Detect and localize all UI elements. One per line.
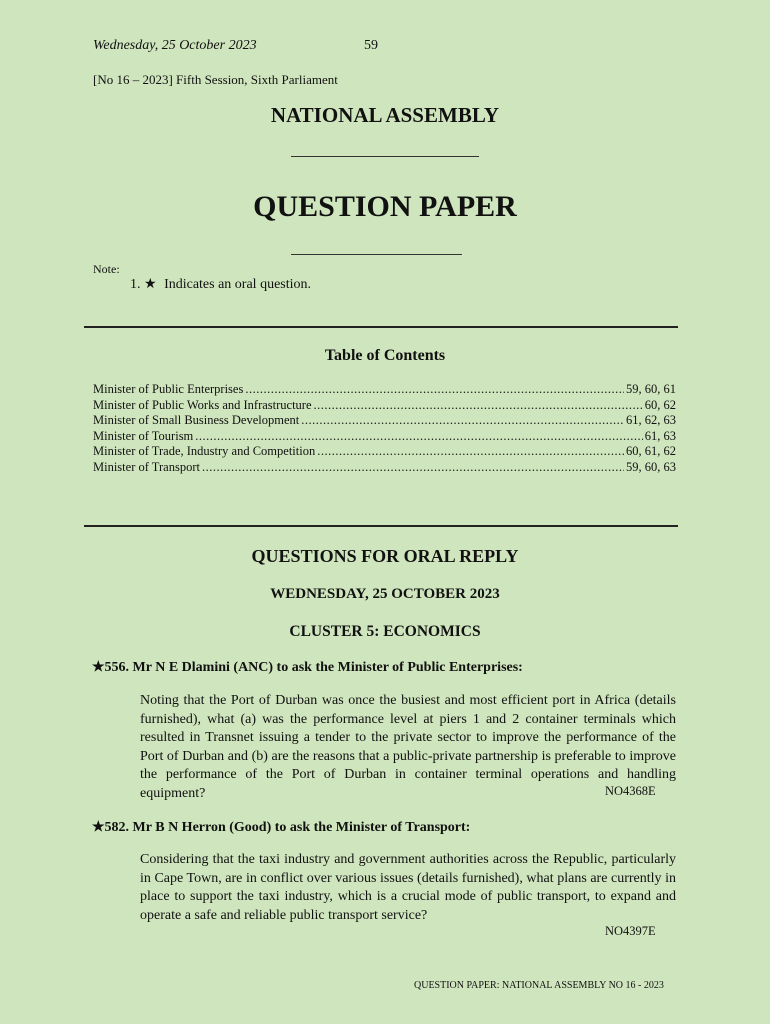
question-heading: ★556. Mr N E Dlamini (ANC) to ask the Minister of Public Enterprises: <box>92 660 523 675</box>
page-footer: QUESTION PAPER: NATIONAL ASSEMBLY NO 16 - 2023 <box>414 980 664 991</box>
toc-title: Table of Contents <box>324 347 446 364</box>
title-divider-lower <box>291 254 462 255</box>
toc-entry-name: Minister of Small Business Development <box>93 413 300 427</box>
note-label: Note: <box>93 262 120 276</box>
section-date: WEDNESDAY, 25 OCTOBER 2023 <box>270 586 500 602</box>
toc-entry-pages: 61, 63 <box>644 428 676 443</box>
toc-entry-name: Minister of Public Enterprises <box>93 382 244 396</box>
toc-leader <box>245 382 624 398</box>
section-divider <box>84 326 678 328</box>
question-body: Noting that the Port of Durban was once the busiest and most efficient port in Africa (details furnished), what (a) was the performance level at piers 1 and 2 container terminals which resulted in Transnet issuing a tender to the private sector to improve the performance of the Port of Durban and (b) are the reasons that a public-private partnership is preferable to improve the performance of the Port of Durban in container terminal operations and handling equipment? <box>140 693 676 801</box>
session-info: [No 16 – 2023] Fifth Session, Sixth Parliament <box>93 72 338 87</box>
cluster-title: CLUSTER 5: ECONOMICS <box>289 623 481 640</box>
toc-entry-name: Minister of Tourism <box>93 428 194 443</box>
table-of-contents <box>93 382 676 475</box>
toc-entry-pages: 59, 60, 63 <box>626 459 676 474</box>
toc-leader <box>202 460 624 476</box>
question-paper-title: QUESTION PAPER <box>253 190 517 223</box>
toc-entry[interactable] <box>93 413 676 429</box>
question-heading: ★582. Mr B N Herron (Good) to ask the Minister of Transport: <box>92 820 471 835</box>
toc-entry[interactable] <box>93 429 676 445</box>
note-item <box>130 276 311 293</box>
question-reference: NO4368E <box>605 784 656 798</box>
assembly-title: NATIONAL ASSEMBLY <box>270 103 500 127</box>
toc-entry[interactable] <box>93 460 676 476</box>
question-body: Considering that the taxi industry and government authorities across the Republic, particularly in Cape Town, are in conflict over various issues (details furnished), what plans are currently in place to support the taxi industry, which is a crucial mode of public transport, to expand and operate a safe and reliable public transport service? <box>140 852 676 923</box>
section-divider <box>84 525 678 527</box>
toc-entry-name: Minister of Public Works and Infrastructure <box>93 397 312 412</box>
toc-entry-name: Minister of Trade, Industry and Competition <box>93 444 316 458</box>
toc-entry-pages: 60, 61, 62 <box>626 444 676 458</box>
toc-leader <box>317 444 624 460</box>
toc-leader <box>314 398 643 414</box>
toc-entry-name: Minister of Transport <box>93 459 200 474</box>
note-item-text: Indicates an oral question. <box>164 277 312 292</box>
toc-entry-pages: 61, 62, 63 <box>626 413 676 427</box>
question-reference: NO4397E <box>605 924 656 938</box>
toc-entry-pages: 60, 62 <box>644 397 676 412</box>
title-divider <box>291 156 479 157</box>
toc-entry[interactable] <box>93 398 676 414</box>
toc-leader <box>195 429 642 445</box>
page-number: 59 <box>364 38 378 53</box>
note-item-number: 1. <box>130 277 141 292</box>
toc-entry[interactable] <box>93 382 676 398</box>
star-icon: ★ <box>144 277 157 292</box>
toc-entry[interactable] <box>93 444 676 460</box>
header-date: Wednesday, 25 October 2023 <box>93 38 257 53</box>
toc-leader <box>301 413 624 429</box>
section-title: QUESTIONS FOR ORAL REPLY <box>251 546 519 566</box>
toc-entry-pages: 59, 60, 61 <box>626 382 676 396</box>
